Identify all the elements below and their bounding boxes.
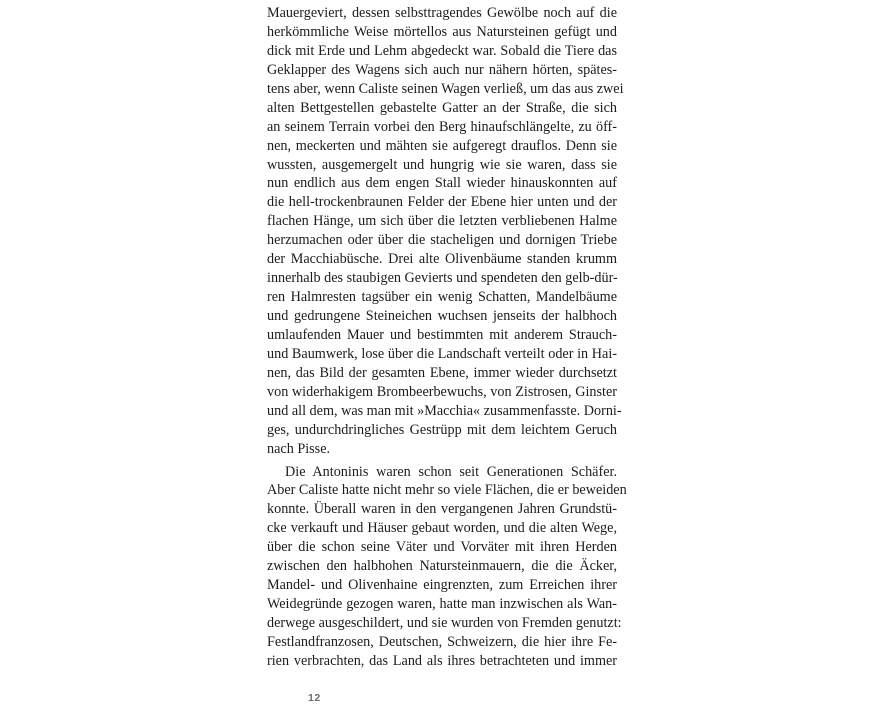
text-line: Mauergeviert, dessen selbsttragendes Gewölbe noch auf die <box>267 5 617 21</box>
text-line: Mandel- und Olivenhaine eingrenzten, zum Erreichen ihrer <box>267 577 617 594</box>
text-line: und all dem, was man mit »Macchia« zusammenfasste. Dorni- <box>267 402 622 419</box>
text-line: herkömmliche Weise mörtellos aus Natursteinen gefügt und <box>267 23 617 40</box>
text-line: rien verbrachten, das Land als ihres betrachteten und immer <box>267 652 617 669</box>
text-line: wussten, ausgemergelt und hungrig wie sie waren, dass sie <box>267 156 617 173</box>
text-line: die hell-trockenbraunen Felder der Ebene hier unten und der <box>267 194 617 211</box>
text-line: dick mit Erde und Lehm abgedeckt war. Sobald die Tiere das <box>267 42 617 59</box>
text-line: nach Pisse. <box>267 440 331 457</box>
paragraph-2 <box>267 463 627 671</box>
text-line: umlaufenden Mauer und bestimmten mit anderem Strauch- <box>267 326 617 343</box>
paragraph-1 <box>267 4 624 459</box>
text-line: Die Antoninis waren schon seit Generationen Schäfer. <box>285 463 617 480</box>
text-line: alten Bettgestellen gebastelte Gatter an der Straße, die sich <box>267 99 617 116</box>
text-line: Festlandfranzosen, Deutschen, Schweizern, die hier ihre Fe- <box>267 633 617 650</box>
text-line: von widerhakigem Brombeerbewuchs, von Zistrosen, Ginster <box>267 383 617 400</box>
text-line: konnte. Überall waren in den vergangenen Jahren Grundstü- <box>267 501 617 518</box>
text-line: flachen Hänge, um sich über die letzten verbliebenen Halme <box>267 213 617 230</box>
text-line: nen, das Bild der gesamten Ebene, immer wieder durchsetzt <box>267 364 617 381</box>
text-line: nun endlich aus dem engen Stall wieder hinauskonnten auf <box>267 175 617 192</box>
text-line: tens aber, wenn Caliste seinen Wagen verließ, um das aus zwei <box>267 80 624 97</box>
text-line: über die schon seine Väter und Vorväter mit ihren Herden <box>267 539 617 556</box>
text-line: der Macchiabüsche. Drei alte Olivenbäume standen krumm <box>267 251 617 268</box>
text-line: derwege ausgeschildert, und sie wurden von Fremden genutzt: <box>267 615 622 631</box>
text-line: zwischen den halbhohen Natursteinmauern, die die Äcker, <box>267 558 617 575</box>
text-line: ren Halmresten tagsüber ein wenig Schatten, Mandelbäume <box>267 289 617 306</box>
text-line: Geklapper des Wagens sich auch nur nähern hörten, spätes- <box>267 61 617 78</box>
text-line: Aber Caliste hatte nicht mehr so viele Flächen, die er beweiden <box>267 482 627 499</box>
text-line: herzumachen oder über die stacheligen und dornigen Triebe <box>267 232 617 249</box>
text-line: an seinem Terrain vorbei den Berg hinaufschlängelte, zu öff- <box>267 118 617 135</box>
text-line: innerhalb des staubigen Gevierts und spendeten den gelb-dür- <box>267 270 618 287</box>
text-line: Weidegründe gezogen waren, hatte man inzwischen als Wan- <box>267 596 617 613</box>
text-line: cke verkauft und Häuser gebaut worden, und die alten Wege, <box>267 520 617 537</box>
text-line: und gedrungene Steineichen wuchsen jenseits der halbhoch <box>267 308 617 324</box>
text-line: nen, meckerten und mähten sie aufgeregt drauflos. Denn sie <box>267 137 617 154</box>
text-line: ges, undurchdringliches Gestrüpp mit dem leichtem Geruch <box>267 421 617 438</box>
text-line: und Baumwerk, lose über die Landschaft verteilt oder in Hai- <box>267 345 617 362</box>
body-text <box>267 4 627 671</box>
page-number: 12 <box>308 692 321 704</box>
